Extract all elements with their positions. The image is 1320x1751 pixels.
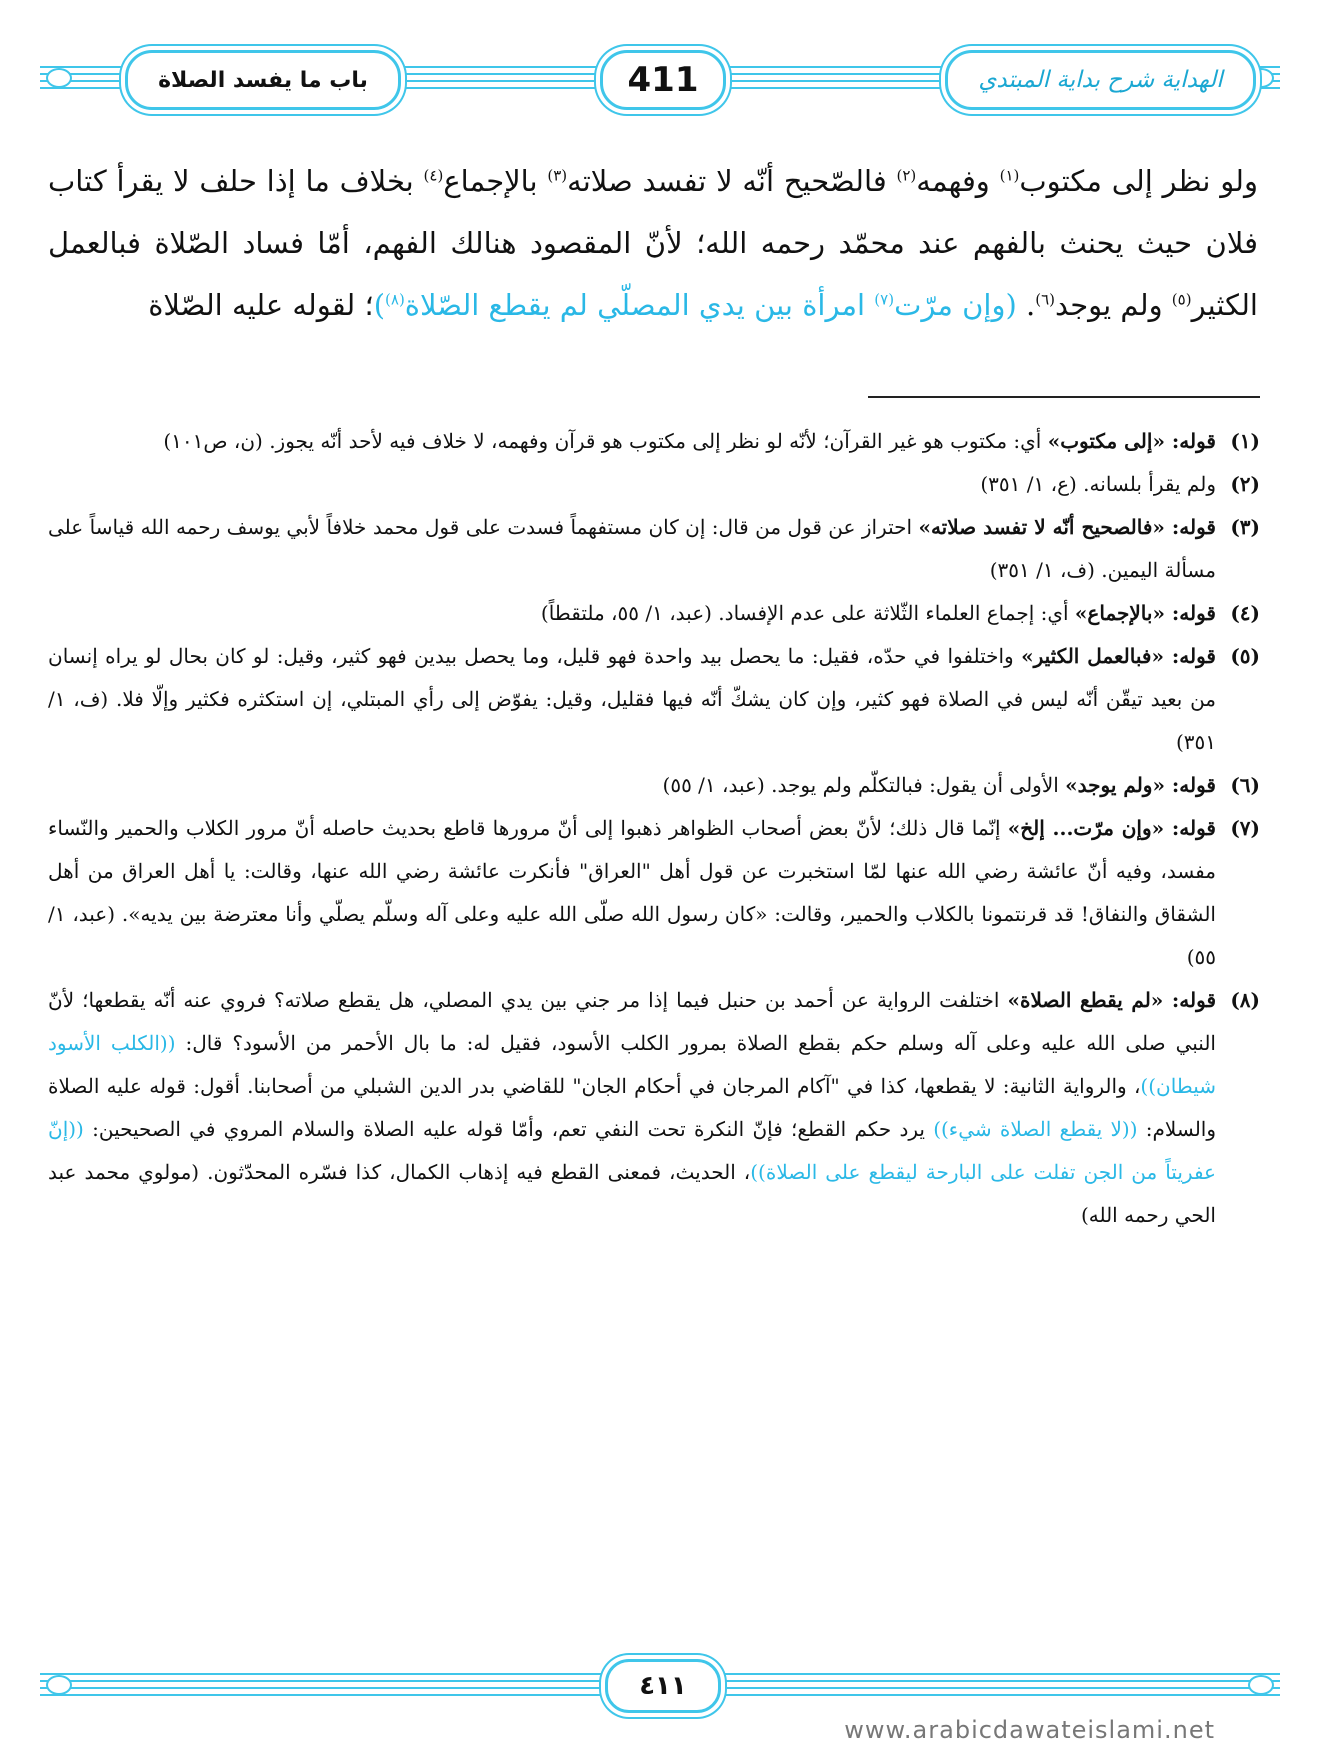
main-text-segment: وفهمه [916,164,1000,198]
hadith-quote: ((الكلب الأسود شيطان)) [48,1031,1216,1098]
main-text-segment: ولم يوجد [1055,288,1172,322]
footnote-number: (٥) [1230,644,1260,668]
footnote [48,979,1260,1237]
page-header [40,42,1280,112]
footnote-text: ، والرواية الثانية: لا يقطعها، كذا في "آكام المرجان في أحكام الجان" للقاضي بدر الدين الشبلي من أصحابنا. أقول: قوله عليه الصلاة والسلام: [48,1074,1217,1141]
footnote-number: (٦) [1230,773,1260,797]
footer-page-number: ٤١١ [605,1659,721,1713]
footnote-text: أي: إجماع العلماء الثّلاثة على عدم الإفساد. (عبد، ١/ ٥٥، ملتقطاً) [540,601,1075,625]
footnote-marker: (٧) [874,290,895,309]
footnote-marker: (٤) [423,166,444,185]
footnote-number: (٢) [1230,472,1260,496]
footnote-text: احتراز عن قول من قال: إن كان مستفهماً فسدت على قول محمد خلافاً لأبي يوسف رحمه الله قياساً على مسألة اليمين. (ف، ١/ ٣٥١) [48,515,1216,582]
page-number-box [600,50,726,110]
footnote [48,807,1260,979]
main-text-segment: . [1016,288,1036,322]
footnote [48,635,1260,764]
footnote-marker: (٣) [547,166,568,185]
hadith-quote: ((لا يقطع الصلاة شيء)) [933,1117,1138,1141]
footnote [48,506,1260,592]
hadith-quote: ((إنّ عفريتاً من الجن تفلت على البارحة ليقطع على الصلاة)) [48,1117,1216,1184]
matn-highlight: (وإن مرّت [894,288,1017,322]
footnote-number: (٧) [1230,816,1260,840]
footnote [48,764,1260,807]
footnote-text: ، الحديث، فمعنى القطع فيه إذهاب الكمال، كذا فسّره المحدّثون. (مولوي محمد عبد الحي رحمه الله) [48,1160,1216,1227]
footnote-marker: (١) [999,166,1020,185]
page-number: 411 [627,60,699,100]
footnote-text: يرد حكم القطع؛ فإنّ النكرة تحت النفي تعم، وأمّا قوله عليه الصلاة والسلام المروي في الصحيحين: [83,1117,934,1141]
footnote-label: قوله: «بالإجماع» [1074,601,1216,625]
matn-highlight: امرأة بين يدي المصلّي لم يقطع الصّلاة [404,288,875,322]
matn-highlight: ) [373,288,386,322]
footnote-label: قوله: «ولم يوجد» [1065,773,1216,797]
footnote-number: (٨) [1230,988,1260,1012]
main-text [48,150,1258,336]
footnote-label: قوله: «فالصحيح أنّه لا تفسد صلاته» [918,515,1216,539]
footnote-marker: (٢) [896,166,917,185]
footnote-separator [868,396,1260,398]
footnote-label: قوله: «فبالعمل الكثير» [1021,644,1216,668]
main-text-segment: فالصّحيح أنّه لا تفسد صلاته [567,164,897,198]
ornament-icon [46,68,72,88]
website-url: www.arabicdawateislami.net [844,1716,1215,1744]
page-footer [40,1655,1280,1711]
footnote-number: (٣) [1230,515,1260,539]
footnote-marker: (٨) [385,290,405,309]
main-text-segment: بخلاف ما إذا حلف لا يقرأ كتاب فلان حيث يحنث بالفهم عند محمّد رحمه الله؛ لأنّ المقصود هنالك الفهم، أمّا فساد الصّلاة فبالعمل الكثير [48,164,1258,322]
main-text-segment: ولو نظر إلى مكتوب [1019,164,1259,198]
footnote-label: قوله: «إلى مكتوب» [1047,429,1216,453]
footnote-label: قوله: «وإن مرّت... إلخ» [1007,816,1216,840]
footnote-text: الأولى أن يقول: فبالتكلّم ولم يوجد. (عبد، ١/ ٥٥) [662,773,1066,797]
main-text-segment: ؛ لقوله عليه الصّلاة [148,288,374,322]
footnote-text: اختلفت الرواية عن أحمد بن حنبل فيما إذا مر جني بين يدي المصلي، هل يقطع صلاته؟ فروي عنه أنّه يقطعها؛ لأنّ النبي صلى الله عليه وعلى آله وسلم حكم بقطع الصلاة بمرور الكلب الأسود، فقيل له: ما بال الأحمر من الأسود؟ قال: [48,988,1216,1055]
footnote-label: قوله: «لم يقطع الصلاة» [1007,988,1216,1012]
footnote-marker: (٦) [1035,290,1056,309]
footnote-number: (٤) [1230,601,1260,625]
footnotes [48,420,1260,1237]
ornament-icon [1248,1675,1274,1695]
footnote-text: إنّما قال ذلك؛ لأنّ بعض أصحاب الظواهر ذهبوا إلى أنّ مرورها قاطع بحديث حاصله أنّ مرور الكلاب والحمير والنّساء مفسد، وفيه أنّ عائشة رضي الله عنها لمّا استخبرت عن قول أهل "العراق" فأنكرت عائشة رضي الله عنها، وقالت: يا أهل العراق من أهل الشقاق والنفاق! قد قرنتمونا بالكلاب والحمير، وقالت: «كان رسول الله صلّى الله عليه وعلى آله وسلّم يصلّي وأنا معترضة بين يديه». (عبد، ١/ ٥٥) [48,816,1216,969]
footnote-number: (١) [1230,429,1260,453]
chapter-title-box [125,50,401,110]
footnote [48,420,1260,463]
footnote [48,463,1260,506]
main-text-segment: بالإجماع [443,164,548,198]
footnote-text: ولم يقرأ بلسانه. (ع، ١/ ٣٥١) [980,472,1216,496]
book-title: الهداية شرح بداية المبتدي [978,67,1223,93]
footnote-text: واختلفوا في حدّه، فقيل: ما يحصل بيد واحدة فهو قليل، وما يحصل بيدين فهو كثير، وقيل: لو كان بحال لو يراه إنسان من بعيد تيقّن أنّه ليس في الصلاة فهو كثير، وإن كان يشكّ أنّه فيها فقليل، وقيل: يفوّض إلى رأي المبتلي، إن استكثره فكثير وإلّا فلا. (ف، ١/ ٣٥١) [48,644,1217,754]
book-title-box [945,50,1256,110]
footnote [48,592,1260,635]
ornament-icon [46,1675,72,1695]
footnote-marker: (٥) [1171,290,1192,309]
footnote-text: أي: مكتوب هو غير القرآن؛ لأنّه لو نظر إلى مكتوب هو قرآن وفهمه، لا خلاف فيه لأحد أنّه يجوز. (ن، ص١٠١) [163,429,1048,453]
chapter-title: باب ما يفسد الصلاة [158,67,368,93]
